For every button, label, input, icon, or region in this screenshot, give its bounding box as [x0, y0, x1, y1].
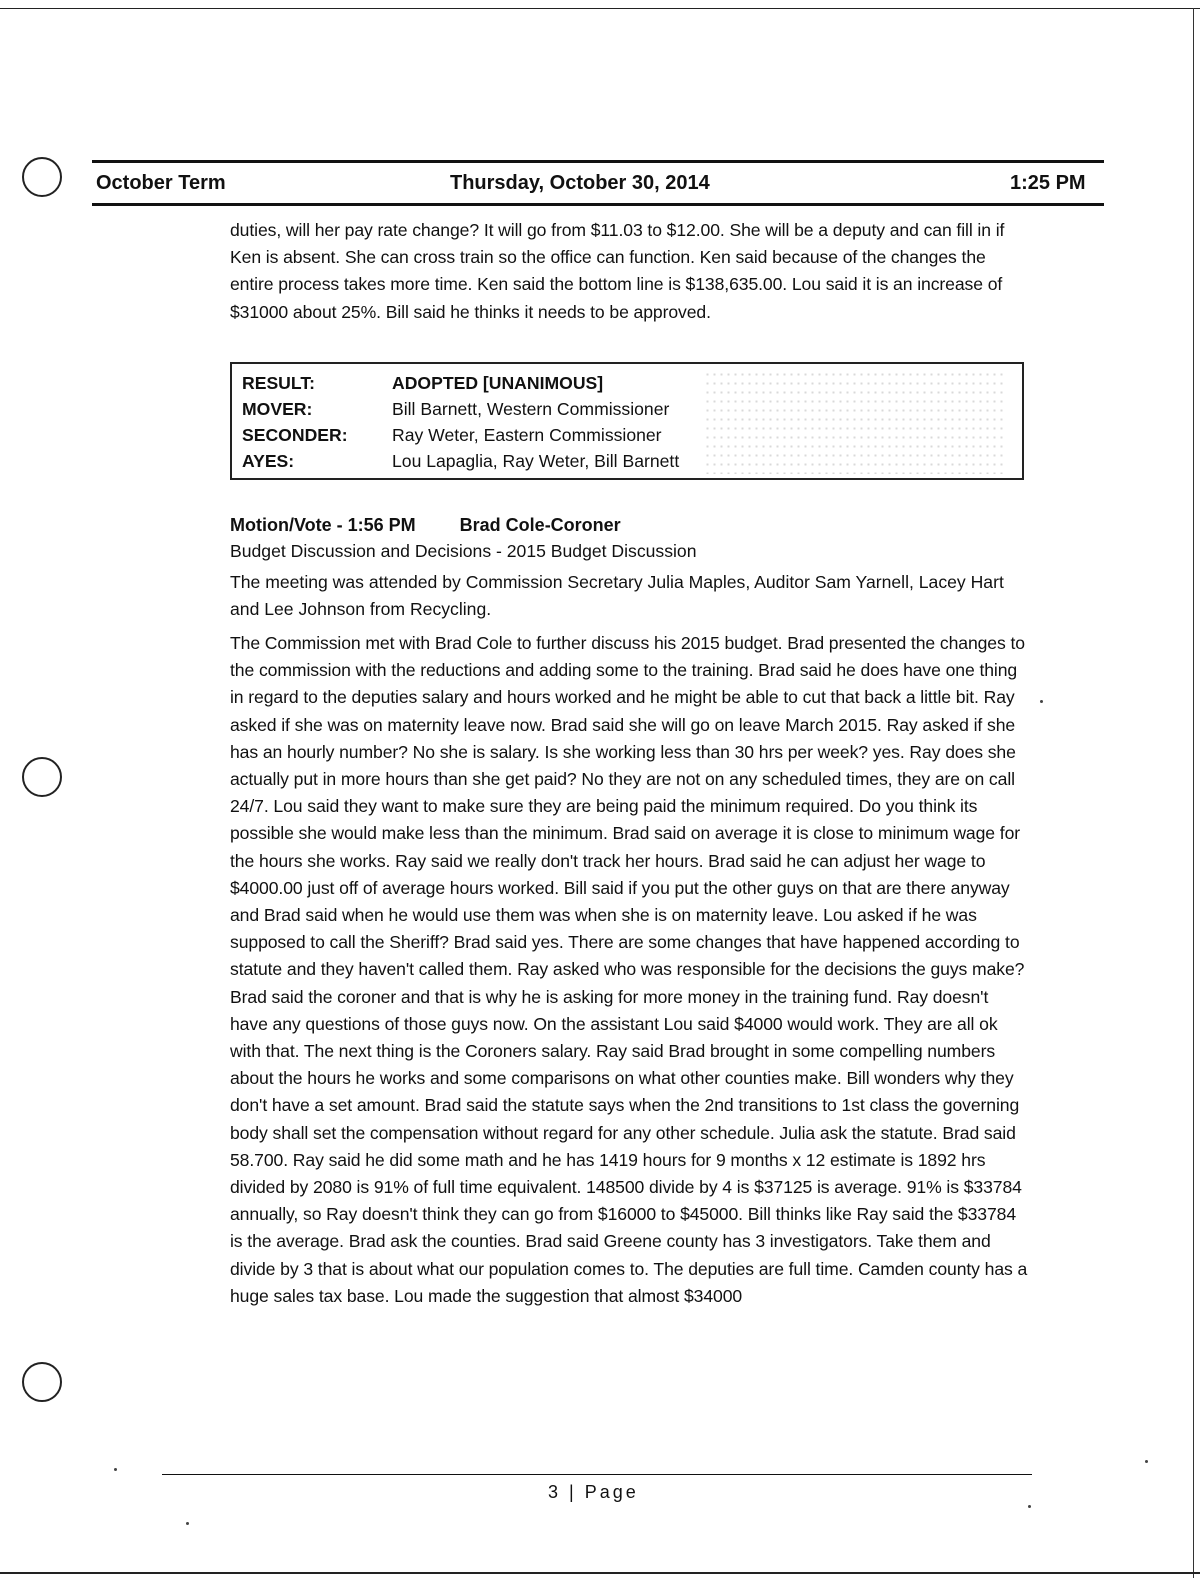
motion-subject: Brad Cole-Coroner [459, 515, 621, 535]
binder-hole-middle [22, 757, 62, 797]
seconder-label: SECONDER: [242, 424, 348, 445]
header-term: October Term [96, 172, 226, 194]
scan-speck [114, 1468, 117, 1471]
footer-rule [162, 1474, 1032, 1475]
scan-edge-right [1193, 8, 1194, 1578]
ayes-value: Lou Lapaglia, Ray Weter, Bill Barnett [392, 450, 680, 471]
binder-hole-top [22, 157, 62, 197]
header-date: Thursday, October 30, 2014 [450, 172, 710, 194]
header-time: 1:25 PM [1010, 172, 1086, 194]
paragraph-continued: duties, will her pay rate change? It will go from $11.03 to $12.00. She will be a deputy and can fill in if Ken is absent. She can cross train so the office can function. Ken said because of the changes the entire process takes more time. Ken said the bottom line is $138,635.00. Lou said it is an increase of $31000 about 25%. Bill said he thinks it needs to be approved. [230, 220, 1005, 322]
scan-speck [1028, 1505, 1031, 1508]
scan-edge-bottom [0, 1572, 1200, 1574]
scan-speck [1040, 700, 1043, 703]
header-rule-bottom [92, 203, 1104, 206]
mover-value: Bill Barnett, Western Commissioner [392, 398, 670, 419]
ayes-label: AYES: [242, 450, 295, 471]
vote-result-box [230, 362, 1024, 480]
mover-label: MOVER: [242, 398, 313, 419]
motion-vote-title: Motion/Vote - 1:56 PM [230, 515, 416, 535]
header-rule-top [92, 160, 1104, 163]
result-value: ADOPTED [UNANIMOUS] [392, 372, 604, 393]
seconder-value: Ray Weter, Eastern Commissioner [392, 424, 662, 445]
scan-speck [186, 1522, 189, 1525]
discussion-paragraph: The Commission met with Brad Cole to further discuss his 2015 budget. Brad presented the changes to the commission with the reductions and adding some to the training. Brad said he does have one thing in regard to the deputies salary and hours worked and he might be able to cut that back a little bit. Ray asked if she was on maternity leave now. Brad said she will go on leave March 2015. Ray asked if she has an hourly number? No she is salary. Is she working less than 30 hrs per week? yes. Ray does she actually put in more hours than she get paid? No they are not on any scheduled times, they are on call 24/7. Lou said they want to make sure they are being paid the minimum required. Do you think its possible she would make less than the minimum. Brad said on average it is close to minimum wage for the hours she works. Ray said we really don't track her hours. Brad said he can adjust her wage to $4000.00 just off of average hours worked. Bill said if you put the other guys on that are there anyway and Brad said when he would use them was when she is on maternity leave. Lou asked if he was supposed to call the Sheriff? Brad said yes. There are some changes that have happened according to statute and they haven't called them. Ray asked who was responsible for the decisions the guys make? Brad said the coroner and that is why he is asking for more money in the training fund. Ray doesn't have any questions of those guys now. On the assistant Lou said $4000 would work. They are all ok with that. The next thing is the Coroners salary. Ray said Brad brought in some compelling numbers about the hours he works and some comparisons on what other counties make. Bill wonders why they don't have a set amount. Brad said the statute says when the 2nd transitions to 1st class the governing body shall set the compensation without regard for any other schedule. Julia ask the statute. Brad said 58.700. Ray said he did some math and he has 1419 hours for 9 months x 12 estimate is 1892 hrs divided by 2080 is 91% of full time equivalent. 148500 divide by 4 is $37125 is average. 91% is $33784 annually, so Ray doesn't think they can go from $16000 to $45000. Bill thinks like Ray said the $33784 is the average. Brad ask the counties. Brad said Greene county has 3 investigators. Take them and divide by 3 that is about what our population comes to. The deputies are full time. Camden county has a huge sales tax base. Lou made the suggestion that almost $34000 [230, 633, 1028, 1306]
scan-noise [704, 370, 1004, 474]
scan-edge-top [0, 8, 1200, 9]
attendance-note: The meeting was attended by Commission Secretary Julia Maples, Auditor Sam Yarnell, Lacey Hart and Lee Johnson from Recycling. [230, 572, 1004, 620]
section-subtitle: Budget Discussion and Decisions - 2015 Budget Discussion [230, 541, 697, 561]
scan-speck [1145, 1460, 1148, 1463]
page-number: 3 | Page [548, 1482, 639, 1502]
binder-hole-bottom [22, 1362, 62, 1402]
section-heading [230, 515, 621, 536]
result-label: RESULT: [242, 372, 315, 393]
